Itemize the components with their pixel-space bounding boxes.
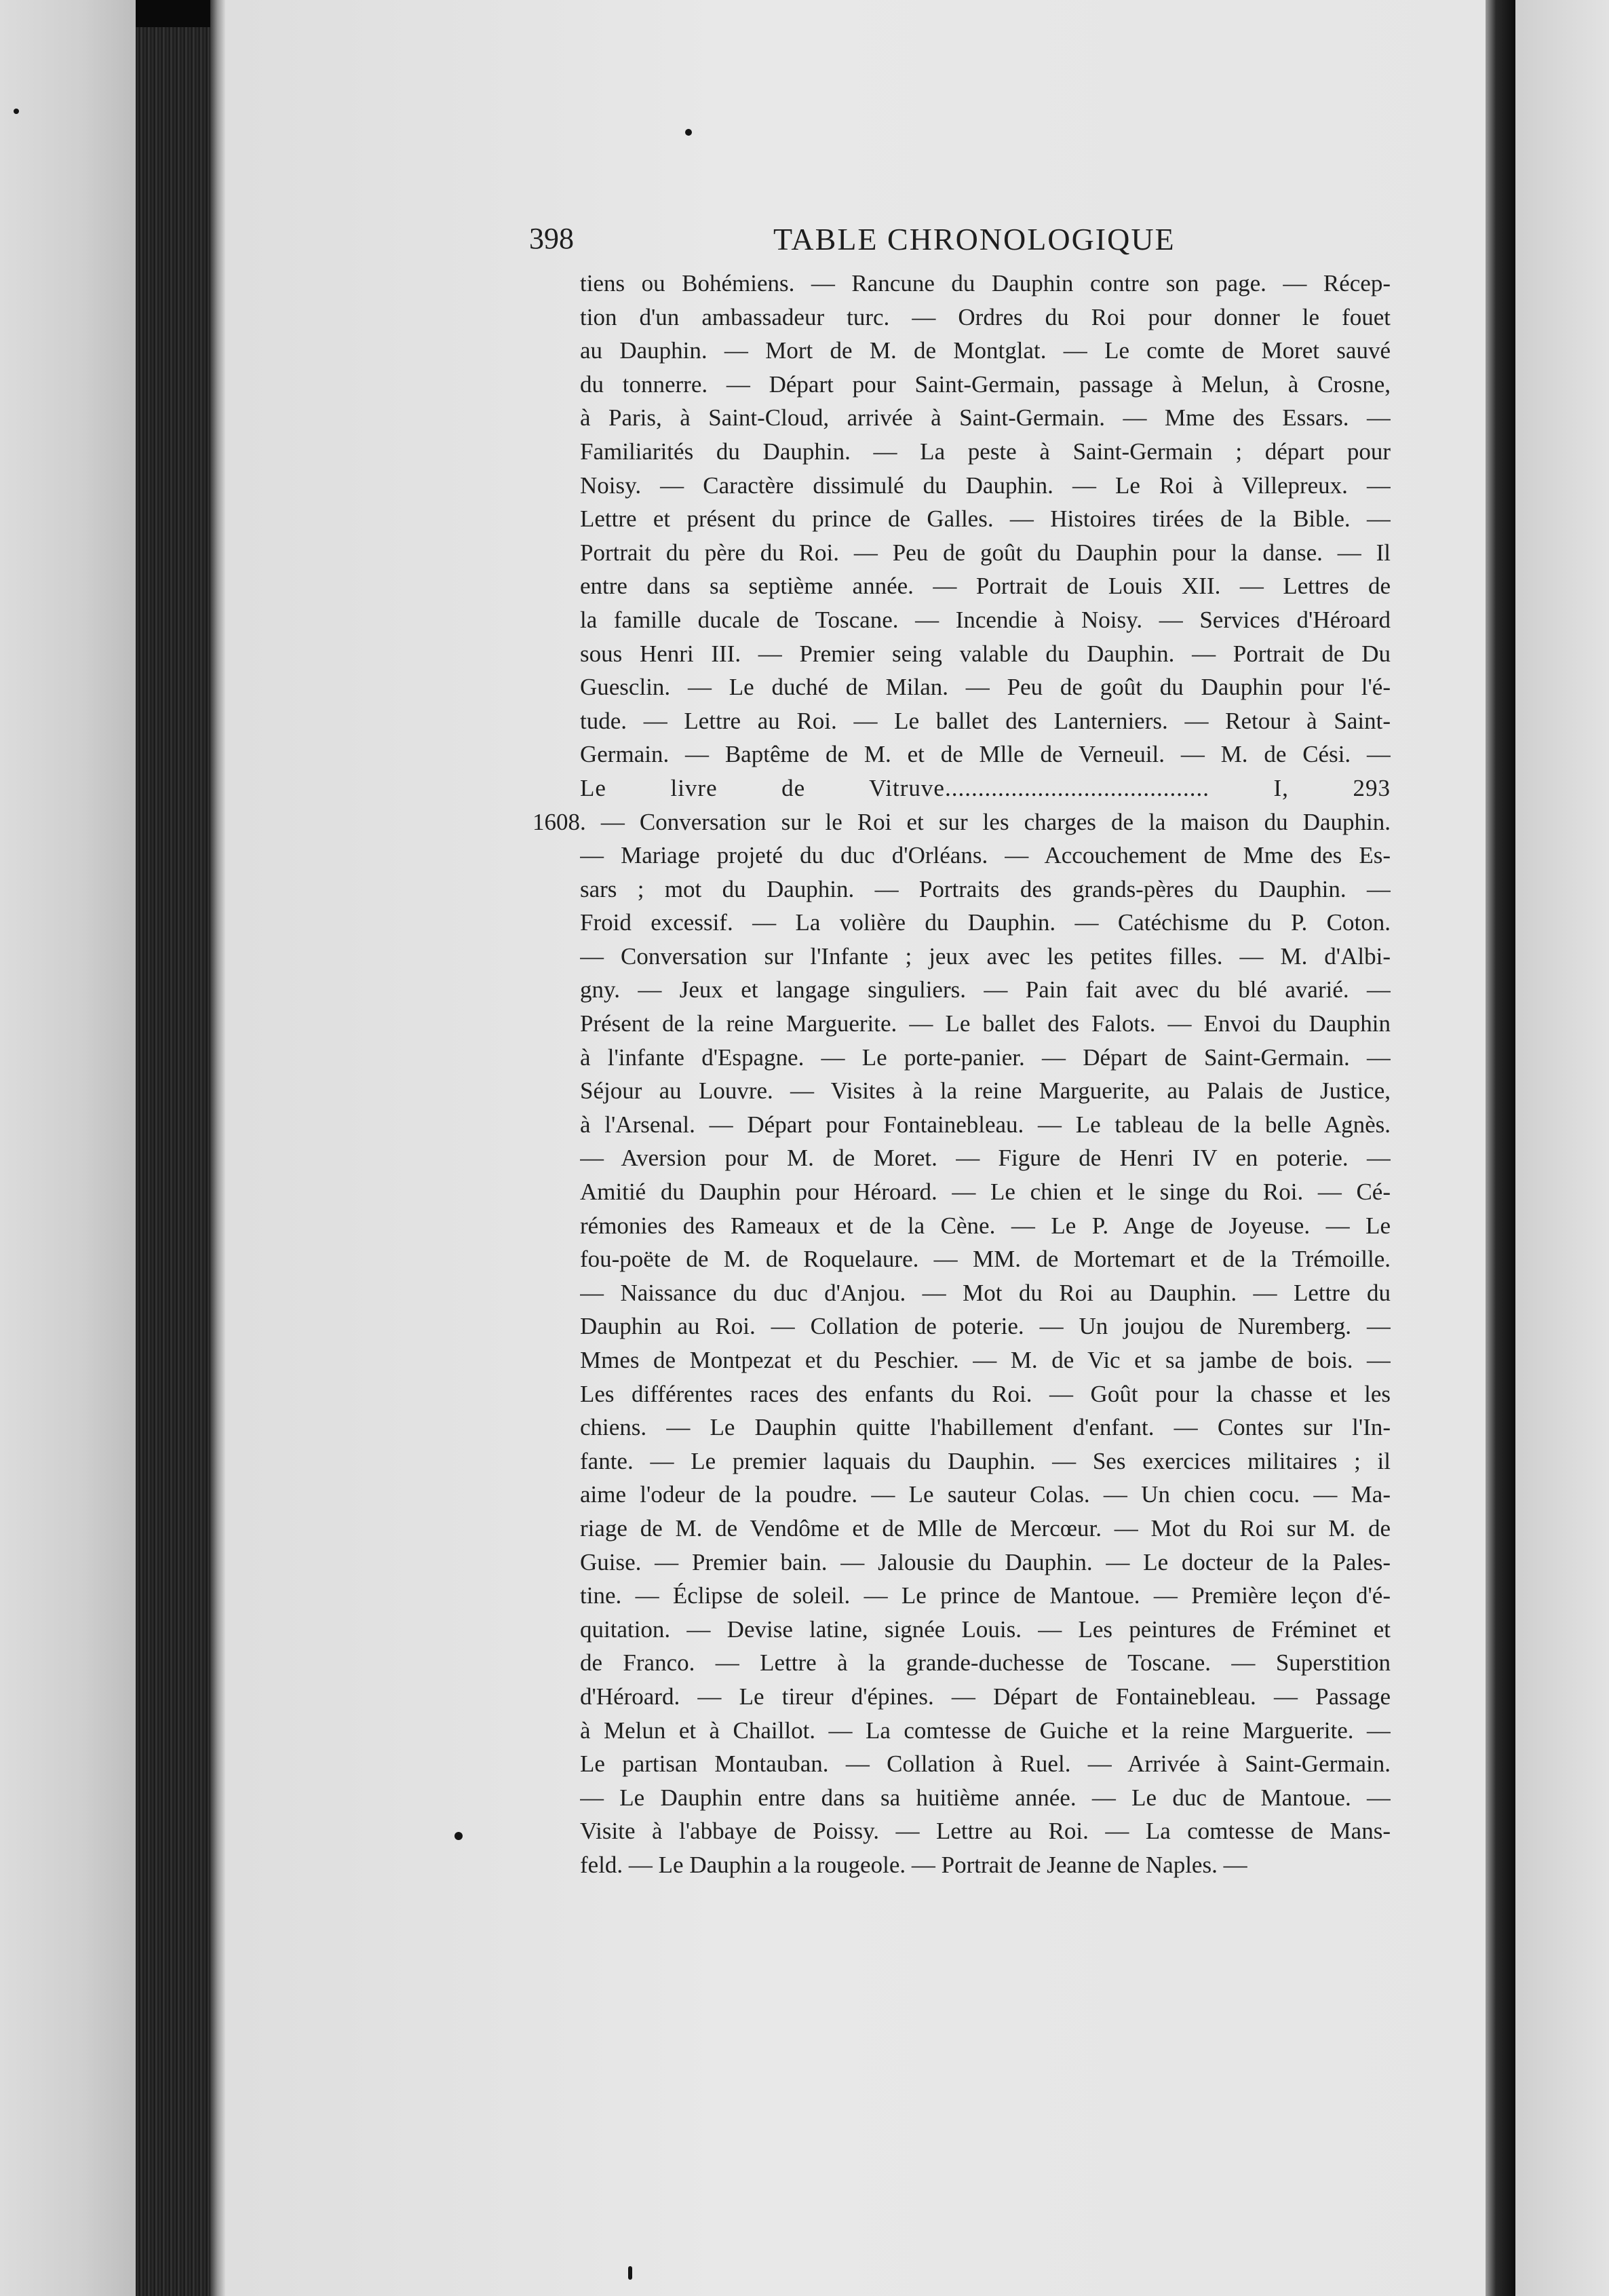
text-line: à Melun et à Chaillot. — La comtesse de Guiche et la reine Marguerite. — — [580, 1717, 1391, 1744]
text-line: chiens. — Le Dauphin quitte l'habillement d'enfant. — Contes sur l'In- — [580, 1414, 1391, 1441]
film-margin-left — [0, 0, 136, 2296]
text-line: Germain. — Baptême de M. et de Mlle de Verneuil. — M. de Cési. — — [580, 741, 1391, 768]
text-line: Guesclin. — Le duché de Milan. — Peu de goût du Dauphin pour l'é- — [580, 674, 1391, 701]
text-line: — Naissance du duc d'Anjou. — Mot du Roi au Dauphin. — Lettre du — [580, 1279, 1391, 1306]
text-line: Mmes de Montpezat et du Peschier. — M. de Vic et sa jambe de bois. — — [580, 1347, 1391, 1373]
book-gutter — [1486, 0, 1515, 2296]
text-line: fou-poëte de M. de Roquelaure. — MM. de Mortemart et de la Trémoille. — [580, 1246, 1391, 1273]
text-line: tion d'un ambassadeur turc. — Ordres du Roi pour donner le fouet — [580, 303, 1391, 330]
text-line: Noisy. — Caractère dissimulé du Dauphin. — Le Roi à Villepreux. — — [580, 472, 1391, 499]
text-line: — Le Dauphin entre dans sa huitième année. — Le duc de Mantoue. — — [580, 1784, 1391, 1811]
text-line-with-page-ref: Le livre de Vitruve........................................ I, 293 — [580, 774, 1391, 801]
film-speck — [454, 1832, 463, 1840]
text-line: la famille ducale de Toscane. — Incendie à Noisy. — Services d'Héroard — [580, 606, 1391, 633]
page-header — [529, 209, 1404, 270]
text-line: tiens ou Bohémiens. — Rancune du Dauphin contre son page. — Récep- — [580, 270, 1391, 296]
text-line: sous Henri III. — Premier seing valable du Dauphin. — Portrait de Du — [580, 640, 1391, 667]
text-line: Séjour au Louvre. — Visites à la reine Marguerite, au Palais de Justice, — [580, 1077, 1391, 1105]
text-line: Visite à l'abbaye de Poissy. — Lettre au Roi. — La comtesse de Mans- — [580, 1818, 1391, 1845]
text-line: Le partisan Montauban. — Collation à Ruel. — Arrivée à Saint-Germain. — [580, 1750, 1391, 1778]
text-line: — Mariage projeté du duc d'Orléans. — Accouchement de Mme des Es- — [580, 842, 1391, 869]
text-line: aime l'odeur de la poudre. — Le sauteur Colas. — Un chien cocu. — Ma- — [580, 1481, 1391, 1508]
text-line: à l'Arsenal. — Départ pour Fontainebleau. — Le tableau de la belle Agnès. — [580, 1111, 1391, 1138]
text-line: Dauphin au Roi. — Collation de poterie. — Un joujou de Nuremberg. — — [580, 1313, 1391, 1340]
running-title: TABLE CHRONOLOGIQUE — [773, 222, 1176, 256]
chronological-table-text — [532, 267, 1391, 1882]
text-line: du tonnerre. — Départ pour Saint-Germain, passage à Melun, à Crosne, — [580, 370, 1391, 398]
page-binding-shadow — [210, 0, 225, 2296]
text-line: à l'infante d'Espagne. — Le porte-panier. — Départ de Saint-Germain. — — [580, 1044, 1391, 1071]
text-line: Froid excessif. — La volière du Dauphin. — Catéchisme du P. Coton. — [580, 909, 1391, 936]
text-line: feld. — Le Dauphin a la rougeole. — Portrait de Jeanne de Naples. — — [580, 1851, 1247, 1878]
film-speck — [685, 129, 692, 136]
text-line: Présent de la reine Marguerite. — Le ballet des Falots. — Envoi du Dauphin — [580, 1010, 1391, 1037]
text-line: tine. — Éclipse de soleil. — Le prince de Mantoue. — Première leçon d'é- — [580, 1582, 1391, 1609]
book-page-edges — [136, 0, 210, 2296]
text-line: fante. — Le premier laquais du Dauphin. — Ses exercices militaires ; il — [580, 1447, 1391, 1474]
film-speck — [628, 2266, 632, 2280]
text-line: Portrait du père du Roi. — Peu de goût du Dauphin pour la danse. — Il — [580, 539, 1391, 566]
text-line: Les différentes races des enfants du Roi. — Goût pour la chasse et les — [580, 1380, 1391, 1407]
year-entry-1608: 1608. — Conversation sur le Roi et sur les charges de la maison du Dauphin. — [532, 808, 1391, 835]
text-line: à Paris, à Saint-Cloud, arrivée à Saint-Germain. — Mme des Essars. — — [580, 404, 1391, 432]
text-line: Amitié du Dauphin pour Héroard. — Le chien et le singe du Roi. — Cé- — [580, 1179, 1391, 1206]
text-line: tude. — Lettre au Roi. — Le ballet des Lanterniers. — Retour à Saint- — [580, 707, 1391, 734]
text-line: riage de M. de Vendôme et de Mlle de Mercœur. — Mot du Roi sur M. de — [580, 1514, 1391, 1542]
text-line: gny. — Jeux et langage singuliers. — Pain fait avec du blé avarié. — — [580, 976, 1391, 1003]
text-line: d'Héroard. — Le tireur d'épines. — Départ de Fontainebleau. — Passage — [580, 1683, 1391, 1710]
film-speck — [14, 109, 19, 114]
text-line: au Dauphin. — Mort de M. de Montglat. — Le comte de Moret sauvé — [580, 337, 1391, 364]
text-line: Guise. — Premier bain. — Jalousie du Dauphin. — Le docteur de la Pales- — [580, 1548, 1391, 1575]
text-line: — Aversion pour M. de Moret. — Figure de Henri IV en poterie. — — [580, 1145, 1391, 1172]
text-line: de Franco. — Lettre à la grande-duchesse de Toscane. — Superstition — [580, 1649, 1391, 1677]
facing-page-edge — [1515, 0, 1609, 2296]
text-line: — Conversation sur l'Infante ; jeux avec les petites filles. — M. d'Albi- — [580, 942, 1391, 970]
text-line: Lettre et présent du prince de Galles. — Histoires tirées de la Bible. — — [580, 505, 1391, 533]
page-number: 398 — [529, 222, 574, 255]
text-line: quitation. — Devise latine, signée Louis. — Les peintures de Fréminet et — [580, 1615, 1391, 1643]
text-line: Familiarités du Dauphin. — La peste à Saint-Germain ; départ pour — [580, 438, 1391, 465]
text-line: sars ; mot du Dauphin. — Portraits des grands-pères du Dauphin. — — [580, 875, 1391, 902]
text-line: entre dans sa septième année. — Portrait de Louis XII. — Lettres de — [580, 573, 1391, 600]
text-line: rémonies des Rameaux et de la Cène. — Le P. Ange de Joyeuse. — Le — [580, 1212, 1391, 1239]
